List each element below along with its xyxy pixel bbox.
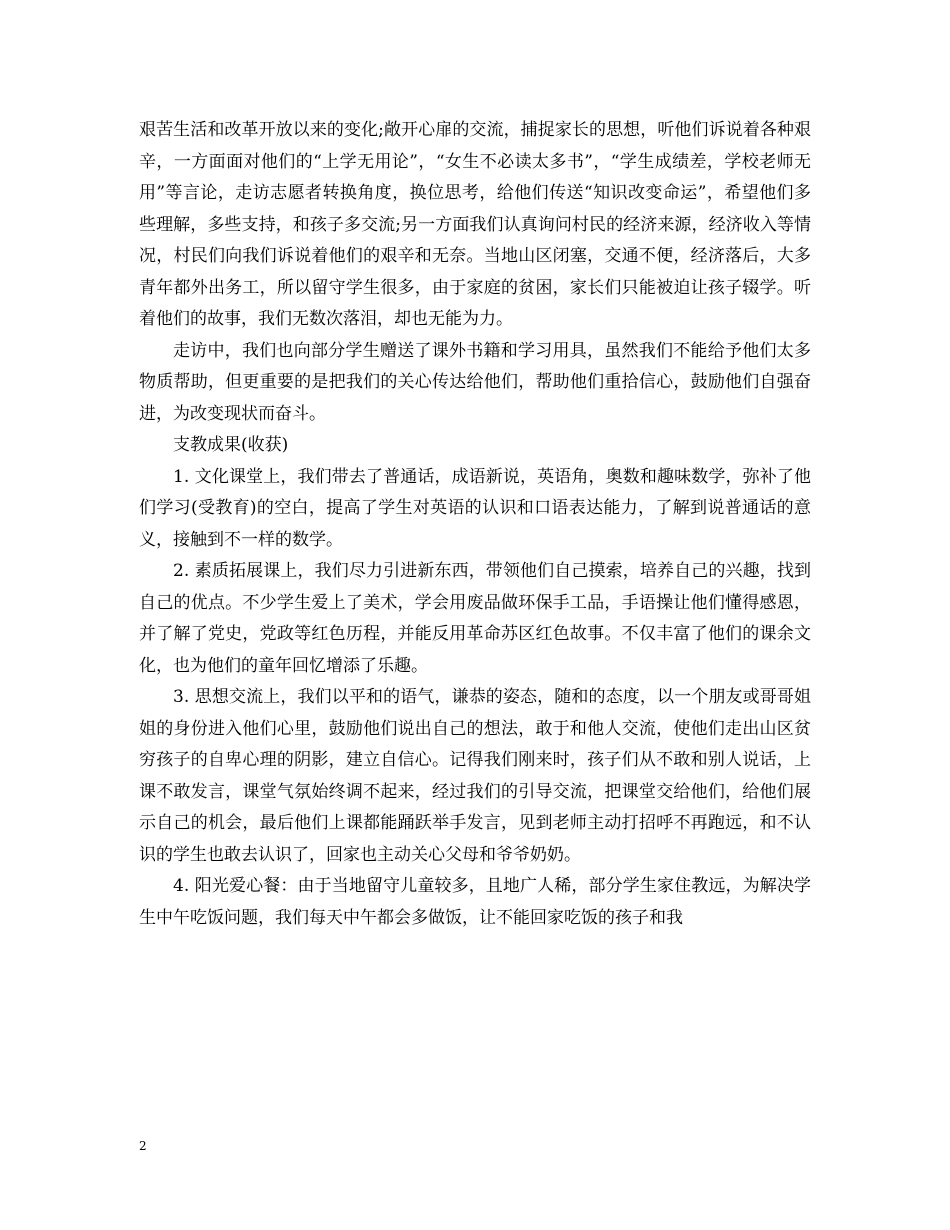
paragraph-item-4: 4. 阳光爱心餐：由于当地留守儿童较多，且地广人稀，部分学生家住教远，为解决学生中午吃饭问题，我们每天中午都会多做饭，让不能回家吃饭的孩子和我 (139, 876, 811, 928)
document-body (139, 115, 811, 934)
page-number: 2 (139, 1139, 147, 1153)
section-heading-results: 支教成果(收获) (173, 435, 289, 455)
paragraph-item-3: 3. 思想交流上，我们以平和的语气，谦恭的姿态，随和的态度，以一个朋友或哥哥姐姐的身份进入他们心里，鼓励他们说出自己的想法，敢于和他人交流，使他们走出山区贫穷孩子的自卑心理的阴影，建立自信心。记得我们刚来时，孩子们从不敢和别人说话，上课不敢发言，课堂气氛始终调不起来，经过我们的引导交流，把课堂交给他们，给他们展示自己的机会，最后他们上课都能踊跃举手发言，见到老师主动打招呼不再跑远，和不认识的学生也敢去认识了，回家也主动关心父母和爷爷奶奶。 (139, 687, 811, 865)
paragraph-continuation: 艰苦生活和改革开放以来的变化;敞开心扉的交流，捕捉家长的思想，听他们诉说着各种艰辛，一方面面对他们的“上学无用论”，“女生不必读太多书”，“学生成绩差，学校老师无用”等言论，走访志愿者转换角度，换位思考，给他们传送“知识改变命运”，希望他们多些理解，多些支持，和孩子多交流;另一方面我们认真询问村民的经济来源，经济收入等情况，村民们向我们诉说着他们的艰辛和无奈。当地山区闭塞，交通不便，经济落后，大多青年都外出务工，所以留守学生很多，由于家庭的贫困，家长们只能被迫让孩子辍学。听着他们的故事，我们无数次落泪，却也无能为力。 (139, 120, 811, 329)
paragraph-item-2: 2. 素质拓展课上，我们尽力引进新东西，带领他们自己摸索，培养自己的兴趣，找到自己的优点。不少学生爱上了美术，学会用废品做环保手工品，手语操让他们懂得感恩，并了解了党史，党政等红色历程，并能反用革命苏区红色故事。不仅丰富了他们的课余文化，也为他们的童年回忆增添了乐趣。 (139, 561, 811, 676)
paragraph-visit-gifts: 走访中，我们也向部分学生赠送了课外书籍和学习用具，虽然我们不能给予他们太多物质帮助，但更重要的是把我们的关心传达给他们，帮助他们重拾信心，鼓励他们自强奋进，为改变现状而奋斗。 (139, 340, 811, 424)
paragraph-item-1: 1. 文化课堂上，我们带去了普通话，成语新说，英语角，奥数和趣味数学，弥补了他们学习(受教育)的空白，提高了学生对英语的认识和口语表达能力，了解到说普通话的意义，接触到不一样的数学。 (139, 466, 811, 550)
